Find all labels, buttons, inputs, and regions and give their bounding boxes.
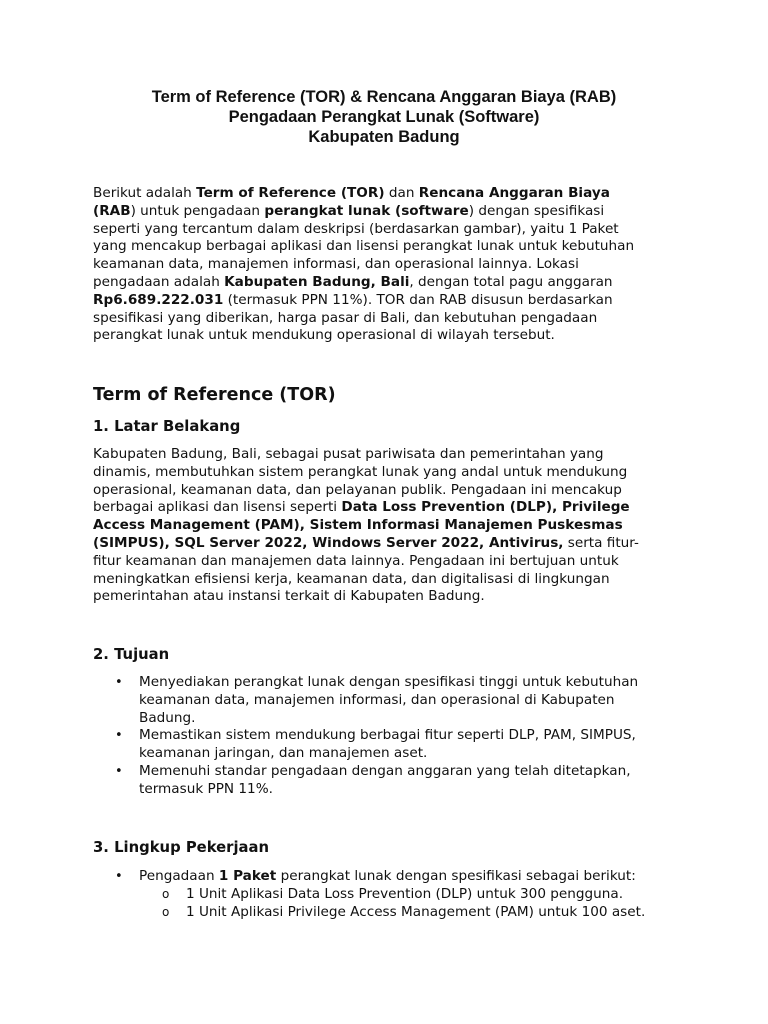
- section-1-heading: 1. Latar Belakang: [93, 418, 241, 435]
- list-item: • Memastikan sistem mendukung berbagai fitur seperti DLP, PAM, SIMPUS, keamanan jaringan, dan manajemen aset.: [115, 727, 636, 762]
- title-line-1: Term of Reference (TOR) & Rencana Anggaran Biaya (RAB): [151, 88, 617, 106]
- section-2-heading: 2. Tujuan: [93, 646, 170, 663]
- sub-list-item: o 1 Unit Aplikasi Privilege Access Management (PAM) untuk 100 aset.: [162, 903, 646, 920]
- sub-bullet-icon: o: [162, 886, 170, 901]
- list-item: • Memenuhi standar pengadaan dengan anggaran yang telah ditetapkan, termasuk PPN 11%.: [115, 762, 631, 797]
- title-line-3: Kabupaten Badung: [308, 128, 460, 146]
- section-3-bullet-list: [93, 868, 693, 921]
- title-line-2: Pengadaan Perangkat Lunak (Software): [228, 108, 540, 126]
- section-2-bullet-list: [93, 674, 693, 799]
- list-item: • Pengadaan 1 Paket perangkat lunak dengan spesifikasi sebagai berikut:: [115, 868, 636, 884]
- bullet-icon: •: [115, 728, 123, 744]
- intro-paragraph: Berikut adalah Term of Reference (TOR) dan Rencana Anggaran Biaya (RAB) untuk pengadaan perangkat lunak (software) dengan spesifikasi seperti yang tercantum dalam deskripsi (berdasarkan gambar), yaitu 1 Paket yang mencakup berbagai aplikasi dan lisensi perangkat lunak untuk kebutuhan keamanan data, manajemen informasi, dan operasional lainnya. Lokasi pengadaan adalah Kabupaten Badung, Bali, dengan total pagu anggaran Rp6.689.222.031 (termasuk PPN 11%). TOR dan RAB disusun berdasarkan spesifikasi yang diberikan, harga pasar di Bali, dan kebutuhan pengadaan perangkat lunak untuk mendukung operasional di wilayah tersebut.: [93, 185, 635, 344]
- bullet-icon: •: [115, 763, 123, 779]
- section-1-paragraph: Kabupaten Badung, Bali, sebagai pusat pariwisata dan pemerintahan yang dinamis, membutuhkan sistem perangkat lunak yang andal untuk mendukung operasional, keamanan data, dan pelayanan publik. Pengadaan ini mencakup berbagai aplikasi dan lisensi seperti Data Loss Prevention (DLP), Privilege Access Management (PAM), Sistem Informasi Manajemen Puskesmas (SIMPUS), SQL Server 2022, Windows Server 2022, Antivirus, serta fitur- fitur keamanan dan manajemen data lainnya. Pengadaan ini bertujuan untuk meningkatkan efisiensi kerja, keamanan data, dan digitalisasi di lingkungan pemerintahan atau instansi terkait di Kabupaten Badung.: [93, 446, 639, 605]
- list-item: • Menyediakan perangkat lunak dengan spesifikasi tinggi untuk kebutuhan keamanan data, manajemen informasi, dan operasional di Kabupaten Badung.: [115, 674, 639, 726]
- sub-bullet-icon: o: [162, 904, 170, 919]
- tor-heading: Term of Reference (TOR): [93, 385, 336, 405]
- bullet-icon: •: [115, 675, 123, 690]
- document-title: [0, 87, 768, 147]
- sub-list-item: o 1 Unit Aplikasi Data Loss Prevention (DLP) untuk 300 pengguna.: [162, 885, 624, 902]
- bullet-icon: •: [115, 869, 123, 884]
- section-3-heading: 3. Lingkup Pekerjaan: [93, 839, 270, 856]
